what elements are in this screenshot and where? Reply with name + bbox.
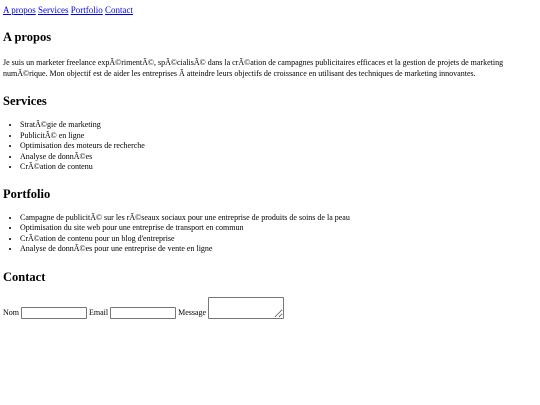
portfolio-list-item: • Optimisation du site web pour une entreprise de transport en commun <box>20 223 537 234</box>
portfolio-list <box>3 213 537 255</box>
portfolio-heading: Portfolio <box>3 186 51 201</box>
portfolio-list-item: • Analyse de donnÃ©es pour une entreprise de vente en ligne <box>20 244 537 255</box>
services-list-item: • Analyse de donnÃ©es <box>20 152 537 163</box>
message-label: Message <box>178 307 207 317</box>
name-input[interactable] <box>21 307 87 319</box>
page <box>3 4 537 319</box>
nav-link-a-propos[interactable]: A propos <box>3 5 36 15</box>
contact-heading: Contact <box>3 269 46 284</box>
email-input[interactable] <box>110 307 176 319</box>
services-list-item: • StratÃ©gie de marketing <box>20 120 537 131</box>
about-section <box>3 30 537 79</box>
portfolio-list-item: • CrÃ©ation de contenu pour un blog d'entreprise <box>20 234 537 245</box>
email-label: Email <box>89 307 109 317</box>
contact-section <box>3 270 537 319</box>
about-text: Je suis un marketer freelance expÃ©rimentÃ©, spÃ©cialisÃ© dans la crÃ©ation de campagnes publicitaires efficaces et la gestion de projets de marketing numÃ©rique. Mon objectif est de aider les entreprises Ã atteindre leurs objectifs de croissance en utilisant des techniques de marketing innovantes. <box>3 58 504 78</box>
about-heading: A propos <box>3 30 52 44</box>
name-label: Nom <box>3 307 19 317</box>
services-list-item: • CrÃ©ation de contenu <box>20 162 537 173</box>
nav-link-contact[interactable]: Contact <box>105 5 134 15</box>
nav-link-services[interactable]: Services <box>38 5 69 15</box>
portfolio-list-item: • Campagne de publicitÃ© sur les rÃ©seaux sociaux pour une entreprise de produits de soins de la peau <box>20 213 537 224</box>
services-list-item: • Optimisation des moteurs de recherche <box>20 141 537 152</box>
services-heading: Services <box>3 94 47 108</box>
services-section <box>3 94 537 173</box>
contact-form <box>3 297 537 319</box>
top-nav <box>3 4 537 16</box>
services-list <box>3 120 537 173</box>
message-textarea[interactable] <box>208 297 284 319</box>
portfolio-section <box>3 187 537 255</box>
services-list-item: • PublicitÃ© en ligne <box>20 131 537 142</box>
nav-link-portfolio[interactable]: Portfolio <box>70 5 103 15</box>
